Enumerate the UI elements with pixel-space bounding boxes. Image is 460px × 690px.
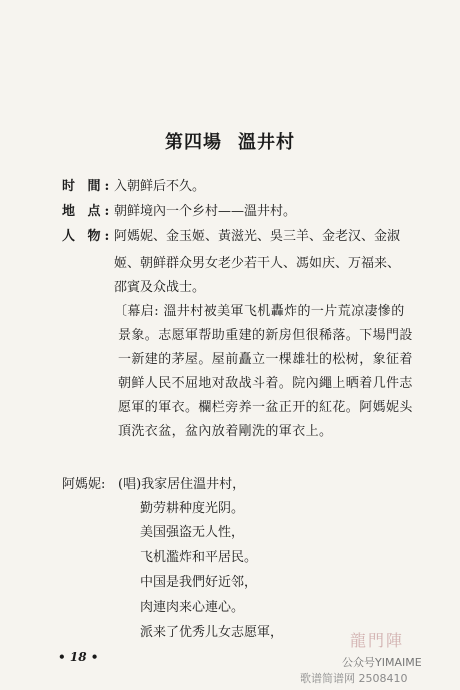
- watermark-logo: 龍門陣: [350, 631, 405, 650]
- verse-line: 飞机濫炸和平居民。: [140, 550, 258, 565]
- stage-direction-line: 景象。志愿軍帮助重建的新房但很稀落。下場門設: [118, 328, 413, 343]
- verse-line: (唱)我家居住溫井村，: [118, 477, 246, 492]
- watermark-public-account: 公众号YIMAIME: [342, 656, 422, 669]
- field-value: 入朝鲜后不久。: [114, 179, 206, 194]
- speaker-name: 阿媽妮:: [62, 477, 106, 492]
- verse-line: 肉連肉来心連心。: [140, 600, 245, 615]
- watermark-site: 歌谱简谱网 2508410: [300, 672, 408, 685]
- stage-direction-line: 愿軍的軍衣。欄栏旁养一盆正开的紅花。阿媽妮头: [118, 400, 413, 415]
- verse-line: 中国是我們好近邻，: [140, 575, 258, 590]
- field-label: 地 点:: [62, 204, 114, 219]
- field-characters: [62, 228, 400, 246]
- verse-line: 美国强盗无人性，: [140, 525, 245, 540]
- field-value: 朝鲜境內一个乡村——溫井村。: [114, 204, 297, 219]
- stage-direction-line: 朝鲜人民不屈地对敌战斗着。院內繩上晒着几件志: [118, 376, 413, 391]
- field-value: 阿媽妮、金玉姬、黃滋光、吳三羊、金老汉、金淑: [114, 229, 401, 244]
- field-label: 人 物:: [62, 229, 114, 244]
- verse-line: 勤劳耕种度光阴。: [140, 501, 245, 516]
- page-number: • 18 •: [58, 650, 99, 664]
- cast-line: 姬、朝鲜群众男女老少若干人、馮如庆、万福来、: [114, 256, 401, 271]
- scene-name: 溫井村: [238, 132, 295, 153]
- scene-title: [0, 128, 460, 154]
- stage-direction-line: 頂洗衣盆，盆內放着剛洗的軍衣上。: [118, 424, 333, 439]
- cast-line: 邵賓及众战士。: [114, 280, 206, 295]
- stage-direction-line: 一新建的茅屋。屋前矗立一棵雄壮的松树，象征着: [118, 352, 413, 367]
- field-label: 时 間:: [62, 179, 114, 194]
- field-place: [62, 203, 296, 221]
- scene-number: 第四場: [165, 132, 222, 153]
- field-time: [62, 178, 205, 196]
- stage-direction-line: 〔幕启: 溫井村被美軍飞机轟炸的一片荒凉凄慘的: [114, 304, 405, 319]
- verse-line: 派来了优秀儿女志愿軍，: [140, 625, 284, 640]
